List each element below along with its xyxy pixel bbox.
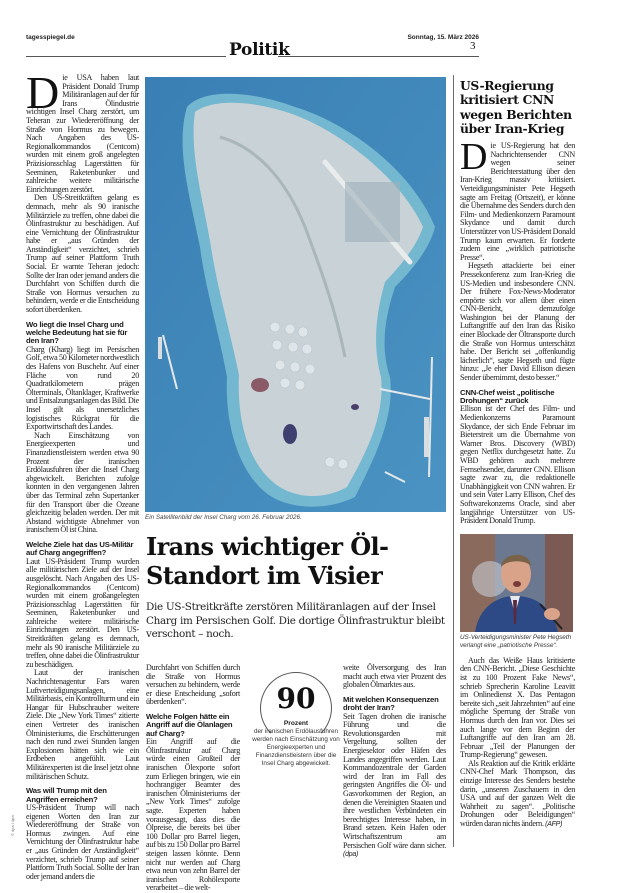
- paragraph: Laut der iranischen Nachrichtenagentur Fars waren Luftverteidigungsanlagen, eine Militärbasis, ein Kontrollturm und ein Hangar für Hubschrauber weitere Ziele. Die „New York Times“ zitierte einen Vertreter des iranischen Ölministeriums, die Erschütterungen nach den rund zwei Stunden langen Explosionen hätten sich wie ein Erdbeben angefühlt. Laut Militärexperten ist die Insel jetzt ohne militärischen Schutz.: [26, 668, 139, 781]
- stat-box: [250, 672, 342, 768]
- sidebar-intro: [460, 136, 576, 262]
- paragraph: Charg (Kharg) liegt im Persischen Golf, etwa 50 Kilometer nordwestlich des Hafens von Buschehr. Auf einer Fläche von rund 20 Quadratkilometern prägen Ölterminals, Öltanklager, Kraftwerke und Entsalzungsanlagen das Bild. Die Insel gilt als unersetzliches logistisches Rückgrat für die Exportwirtschaft des Landes.: [26, 344, 139, 432]
- paragraph: Laut US-Präsident Trump wurden alle militärischen Ziele auf der Insel ausgelöscht. Nach Angaben des US-Regionalkommandos (Centcom) wurden mit einem großangelegten Präzisionsschlag Lagerstätten für Seeminen, Raketenbunker und zahlreiche weitere militärische Einrichtungen zerstört. Den US-Streitkräften gelang es demnach, mehr als 90 iranische Militärziele zu treffen, ohne dabei die Ölinfrastruktur zu beschädigen.: [26, 556, 139, 669]
- paragraph: Durchfahrt von Schiffen durch die Straße von Hormus versuchen zu behindern, werde er diese Entscheidung „sofort überdenken“.: [146, 663, 240, 707]
- intro-text: ie USA haben laut Präsident Donald Trump Militäranlagen auf der für Irans Ölindustrie wichtigen Insel Charg zerstört, um Teheran zur Wiedereröffnung der Straße von Hormus zu bewegen. Nach Angaben des US-Regionalkommandos (Centcom) wurden mit einem groß angelegten Präzisionsschlag Lagerstätten für Seeminen, Raketenbunker und zahlreiche weitere militärische Einrichtungen zerstört.: [26, 73, 139, 194]
- article-column-3: [343, 664, 446, 860]
- header-rule-right: [278, 56, 479, 57]
- sidebar-photo-caption: US-Verteidigungsminister Pete Hegseth verlangt eine „patriotische Presse“.: [460, 633, 572, 649]
- satellite-photo: [145, 77, 446, 512]
- article-intro: [26, 67, 139, 194]
- paragraph: [343, 713, 446, 860]
- question-heading: CNN-Chef weist „politische Drohungen“ zurück: [460, 387, 555, 406]
- source-tag: (dpa): [343, 851, 359, 859]
- photo-caption: Ein Satellitenbild der Insel Charg vom 26. Februar 2026.: [145, 514, 302, 521]
- sidebar-column: [460, 136, 576, 830]
- paragraph: Den US-Streitkräften gelang es demnach, mehr als 90 iranische Militärziele zu treffen, ohne dabei die Ölinfrastruktur zu beschädigen. Auf eine Vernichtung der Ölinfrastruktur habe er „aus Gründen der Anständigkeit“ verzichtet, schrieb Trump auf seiner Plattform Truth Social. Er warnte Teheran jedoch: Sollte der Iran oder jemand anders die Durchfahrt von Schiffen durch die Straße von Hormus versuchen zu behindern, werde er die Entscheidung sofort überdenken.: [26, 193, 139, 315]
- site-url[interactable]: tagesspiegel.de: [26, 34, 75, 41]
- sidebar-headline: US-Regierung kritisiert CNN wegen Berichten über Iran-Krieg: [460, 78, 572, 137]
- headline: Irans wichtiger Öl-Standort im Visier: [146, 532, 389, 590]
- stat-text: der iranischen Erdölausfuhren werden nach Einschätzung von Energieexperten und Finanzdienstleistern über die Insel Charg abgewickelt.: [252, 728, 340, 767]
- dropcap: D: [26, 67, 60, 118]
- sidebar-divider: [453, 75, 454, 847]
- section-title: Politik: [229, 40, 290, 60]
- article-column-2: [146, 664, 240, 893]
- paragraph: Nach Einschätzung von Energieexperten und Finanzdienstleistern werden etwa 90 Prozent der iranischen Erdölausfuhren über die Insel Charg abgewickelt. Berichten zufolge konnten in den vergangenen Jahren über das Terminal zehn Supertanker für den Transport über die Ozeane gleichzeitig beladen werden. Der mit Abstand wichtigste Abnehmer von iranischem Öl ist China.: [26, 430, 139, 535]
- dropcap: D: [460, 136, 488, 178]
- source-tag: (AFP): [545, 821, 563, 829]
- issue-date: Sonntag, 15. März 2026: [407, 34, 479, 41]
- photo-credit: © dpa / dpa: [10, 815, 15, 836]
- question-heading: Mit welchen Konsequenzen droht der Iran?: [343, 694, 439, 713]
- paragraph-text: Als Reaktion auf die Kritik erklärte CNN-Chef Mark Thompson, das einzige Interesse des Senders bestehe darin, „unseren Zuschauern in den USA und auf der ganzen Welt die Wahrheit zu sagen“. „Politische Drohungen oder Beleidigungen“ würden daran nichts ändern.: [460, 758, 575, 829]
- portrait-image: [460, 534, 573, 632]
- question-heading: Was will Trump mit den Angriffen erreichen?: [26, 786, 107, 804]
- article-column-1: [26, 67, 139, 881]
- sidebar-column-lower: [460, 657, 575, 830]
- paragraph: US-Präsident Trump will nach eigenen Worten den Iran zur Wiedereröffnung der Straße von Hormus zwingen. Auf eine Vernichtung der Ölinfrastruktur habe er „aus Gründen der Anständigkeit“ verzichtet, schrieb Trump auf seiner Plattform Truth Social. Sollte der Iran oder jemand anders die: [26, 802, 139, 881]
- answer-text: Seit Tagen drohen die iranische Führung und die Revolutionsgarden mit Vergeltung, sollten der Energiesektor oder Häfen des Landes angegriffen werden. Laut Kommandozentrale der Garden wird der Iran im Fall des geringsten Angriffes die Öl- und Gasvorkommen der Region, an denen die Vereinigten Staaten und ihre westlichen Verbündeten ein berechtigtes Interesse haben, in Brand setzen. Kein Hafen oder Wirtschaftszentrum am Persischen Golf wäre dann sicher.: [343, 711, 446, 850]
- stat-number: 90: [276, 682, 316, 715]
- paragraph: [460, 760, 575, 830]
- island-image: [145, 77, 446, 512]
- stat-label: Prozent: [283, 720, 309, 727]
- paragraph: Ellison ist der Chef des Film- und Medienkonzerns Paramount Skydance, der sich Ende Februar im Bieterstreit um die Übernahme von Warner Bros. Discovery (WBD) gegen Netflix durchgesetzt hatte. Zu WBD gehören auch mehrere Fernsehsender, darunter CNN. Ellison sagte zwar zu, die redaktionelle Unabhängigkeit von CNN wahren. Er und sein Vater Larry Ellison, Chef des Softwarekonzerns Oracle, sind aber langjährige Unterstützer von US-Präsident Donald Trump.: [460, 404, 575, 526]
- paragraph: weite Ölversorgung des Iran macht auch etwa vier Prozent des globalen Ölmarktes aus.: [343, 663, 446, 690]
- intro-text: ie US-Regierung hat den Nachrichtensender CNN wegen seiner Berichterstattung über den Iran-Krieg massiv kritisiert. Verteidigungsminister Pete Hegseth sagte am Freitag (Ortszeit), er könne die Übernahme des Senders durch den Film- und Medienkonzern Paramount Skydance und damit durch Unterstützer von US-Präsident Donald Trump kaum erwarten. Er forderte zudem eine „wirklich patriotische Presse“.: [460, 141, 576, 262]
- paragraph: Auch das Weiße Haus kritisierte den CNN-Bericht. „Diese Geschichte ist zu 100 Prozent Fake News“, schrieb Sprecherin Karoline Leavitt im Onlinedienst X. Das Pentagon bereite sich „seit Jahrzehnten“ auf eine mögliche Sperrung der Straße von Hormus durch den Iran vor. Dies sei auch lange vor dem Beginn der Luftangriffe auf den Iran am 28. Februar „Teil der Planungen der Trump-Regierung“ gewesen.: [460, 655, 575, 760]
- question-heading: Wo liegt die Insel Charg und welche Bedeutung hat sie für den Iran?: [26, 319, 128, 346]
- paragraph: Hegseth attackierte bei einer Pressekonferenz zum Iran-Krieg die US-Medien und insbesondere CNN. Der frühere Fox-News-Moderator empörte sich vor allem über einen CNN-Bericht, demzufolge Washington bei der Planung der Luftangriffe auf den Iran das Risiko einer Blockade der Öltransporte durch die Straße von Hormus unterschätzt habe. Der Bericht sei „offenkundig lächerlich“, sagte Hegseth und fügte hinzu: „Je eher David Ellison diesen Sender übernimmt, desto besser.“: [460, 261, 575, 383]
- header-rule-left: [26, 56, 226, 57]
- question-heading: Welche Ziele hat das US-Militär auf Charg angegriffen?: [26, 539, 134, 558]
- hegseth-photo: [460, 534, 573, 632]
- paragraph: Ein Angriff auf die Ölinfrastruktur auf Charg würde einen Großteil der iranischen Ölexporte sofort zum Erliegen bringen, wie ein hochrangiger Beamter des iranischen Ölministeriums der „New York Times“ zufolge sagte. Experten haben vorausgesagt, dass dies die Ölpreise, die bereits bei über 100 Dollar pro Barrel liegen, auf bis zu 150 Dollar pro Barrel steigen lassen könnte. Denn nicht nur werden auf Charg etwa neun von zehn Barrel der iranischen Rohölexporte verarbeitet – die welt-: [146, 737, 240, 893]
- page-number: 3: [470, 40, 476, 52]
- question-heading: Welche Folgen hätte ein Angriff auf die Ölanlagen auf Charg?: [146, 711, 233, 738]
- subheadline: Die US-Streitkräfte zerstören Militäranlagen auf der Insel Charg im Persischen Golf. Die dortige Ölinfrastruktur bleibt verschont – noch.: [146, 601, 445, 641]
